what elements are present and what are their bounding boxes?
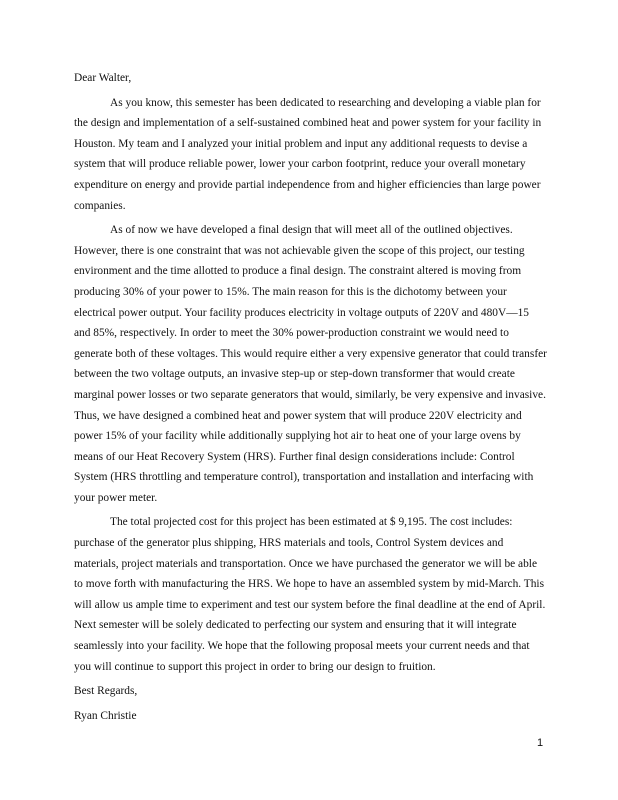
salutation: Dear Walter, [74,72,132,84]
closing: Best Regards, [74,685,138,698]
paragraph-intro: As you know, this semester has been dedicated to researching and developing a viable plan for the design and implementation of a self-sustained combined heat and power system for your facility in Houston. My team and I analyzed your initial problem and input any additional requests to devise a system that will produce reliable power, lower your carbon footprint, reduce your overall monetary expenditure on energy and provide partial independence from and higher efficiencies than large power companies. [74,96,542,212]
paragraph-design: As of now we have developed a final design that will meet all of the outlined objectives. However, there is one constraint that was not achievable given the scope of this project, our testing environment and the time allotted to produce a final design. The constraint altered is moving from producing 30% of your power to 15%. The main reason for this is the dichotomy between your electrical power output. Your facility produces electricity in voltage outputs of 220V and 480V—15 and 85%, respectively. In order to meet the 30% power-production constraint we would need to generate both of these voltages. This would require either a very expensive generator that could transfer between the two voltage outputs, an invasive step-up or step-down transformer that would create marginal power losses or two separate generators that would, similarly, be very expensive and invasive. Thus, we have designed a combined heat and power system that will produce 220V electricity and power 15% of your facility while additionally supplying hot air to heat one of your large ovens by means of our Heat Recovery System (HRS). Further final design considerations include: Control System (HRS throttling and temperature control), transportation and installation and interfacing with your power meter. [74,224,547,504]
paragraph-cost: The total projected cost for this project has been estimated at $ 9,195. The cost includes: purchase of the generator plus shipping, HRS materials and tools, Control System devices and materials, project materials and transportation. Once we have purchased the generator we will be able to move forth with manufacturing the HRS. We hope to have an assembled system by mid-March. This will allow us ample time to experiment and test our system before the final deadline at the end of April. Next semester will be solely dedicated to perfecting our system and ensuring that it will integrate seamlessly into your facility. We hope that the following proposal meets your current needs and that you will continue to support this project in order to bring our design to fruition. [74,516,546,673]
letter-body [74,68,548,726]
signature: Ryan Christie [74,709,137,722]
page-number: 1 [537,737,544,749]
